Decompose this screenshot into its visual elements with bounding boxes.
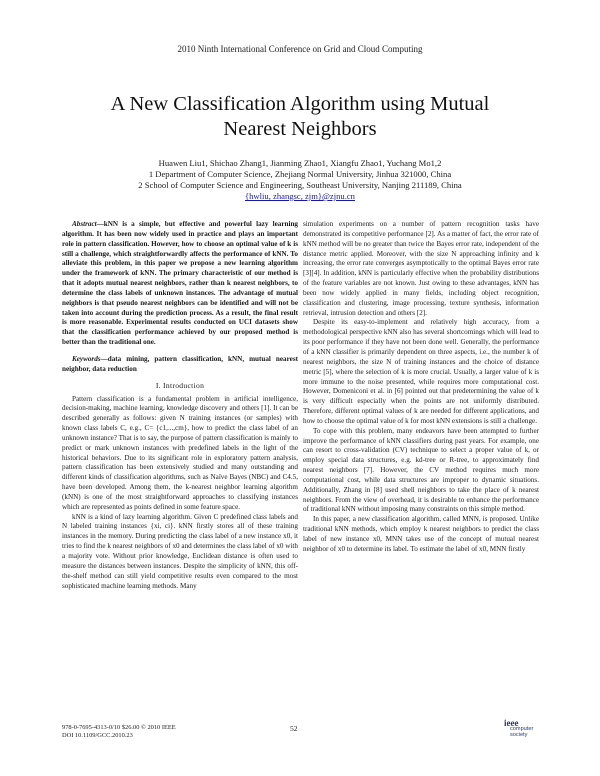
right-paragraph-3: To cope with this problem, many endeavors have been attempted to further improve the performance of kNN classifiers during past years. For example, one can resort to cross-validation (CV) technique to select a proper value of k, or employ special data structures, e.g. kd-tree or R-tree, to approximately find nearest neighbors [7]. However, the CV method requires much more computational cost, while data structures are improper to dynamic situations. Additionally, Zhang in [8] used shell neighbors to take the place of k nearest neighbors. From the view of overhead, it is desirable to enhance the performance of traditional kNN without imposing many constraints on this simple method. <box>303 426 539 514</box>
right-paragraph-4: In this paper, a new classification algorithm, called MNN, is proposed. Unlike traditional kNN methods, which employ k nearest neighbors to predict the class label of new instance x0, MNN takes use of the concept of mutual nearest neighbor of x0 to determine its label. To estimate the label of x0, MNN firstly <box>303 515 539 553</box>
logo-sub-society: society <box>510 732 528 738</box>
page-number: 52 <box>290 724 298 733</box>
right-paragraph-1: simulation experiments on a number of pattern recognition tasks have demonstrated its competitive performance [2]. As a matter of fact, the error rate of kNN method will be no greater than twice the Bayes error rate, independent of the distance metric applied. Moreover, with the size N approaching infinity and k increasing, the error rate converges asymptotically to the optimal Bayes error rate [3][4]. In addition, kNN is particularly effective when the probability distributions of the feature variables are not known. Just owing to these advantages, kNN has been now widely applied in many fields, including object recognition, classification and clustering, image processing, texture synthesis, information retrieval, intrusion detection and others [2]. <box>303 220 539 317</box>
conference-header: 2010 Ninth International Conference on Grid and Cloud Computing <box>177 44 423 54</box>
intro-paragraph-2: kNN is a kind of lazy learning algorithm. Given C predefined class labels and N labeled training instances {xi, ci}. kNN firstly stores all of these training instances in the memory. During predicting the class label of a new instance x0, it tries to find the k nearest neighbors of x0 and determines the class label of x0 with a majority vote. Without prior knowledge, Euclidean distance is often used to measure the distances between instances. Despite the simplicity of kNN, this off-the-shelf method can still yield competitive results even compared to the most sophisticated machine learning methods. Many <box>62 512 298 590</box>
right-paragraph-2: Despite its easy-to-implement and relatively high accuracy, from a methodological perspective kNN also has several shortcomings which will lead to its poor performance if they have not been done well. Generally, the performance of a kNN classifier is primarily dependent on three aspects, i.e., the number k of nearest neighbors, the size N of training instances and the choice of distance metric [5], where the selection of k is more crucial. Usually, a larger value of k is more immune to the noise presented, while requires more computational cost. However, Domeniconi et al. in [6] pointed out that predetermining the value of k is very difficult especially when the points are not uniformly distributed. Therefore, different optimal values of k are needed for different applications, and how to choose the optimal value of k for most kNN extensions is still a challenge. <box>303 318 539 425</box>
section-heading-introduction: I. Introduction <box>155 380 205 390</box>
intro-paragraph-1: Pattern classification is a fundamental problem in artificial intelligence, decision-making, machine learning, knowledge discovery and others [1]. It can be described generally as follows: given N training instances (or samples) with known class labels C, e.g., C= {c1,...,cm}, how to predict the class label of an unknown instance? That is to say, the purpose of pattern classification is mainly to predict or mark unknown instances with predefined labels in the light of the historical behaviors. Due to its significant role in exploratory pattern analysis, pattern classification has been extensively studied and many outstanding and different kinds of classification algorithms, such as Naïve Bayes (NBC) and C4.5, have been developed. Among them, the k-nearest neighbor learning algorithm (kNN) is one of the most straightforward approaches to classifying instances which are represented as points defined in some feature space. <box>62 394 298 511</box>
email-link[interactable]: {hwliu, zhangsc, zjm}@zjnu.cn <box>245 191 355 201</box>
abstract <box>62 220 298 348</box>
keywords-label: Keywords <box>72 354 101 363</box>
paper-title <box>60 92 540 142</box>
right-column <box>303 220 539 555</box>
copyright-footer <box>62 724 176 740</box>
isbn-line: 978-0-7695-4313-0/10 $26.00 © 2010 IEEE <box>62 724 176 731</box>
title-line-1: A New Classification Algorithm using Mutual <box>110 93 490 115</box>
affiliation-2: 2 School of Computer Science and Engineering, Southeast University, Nanjing 211189, China <box>138 180 462 190</box>
logo-sub-computer: computer <box>510 726 534 732</box>
author-list: Huawen Liu1, Shichao Zhang1, Jianming Zhao1, Xiangfu Zhao1, Yuchang Mo1,2 <box>158 158 442 168</box>
abstract-label: Abstract <box>72 220 97 228</box>
doi-line: DOI 10.1109/GCC.2010.23 <box>62 732 133 739</box>
logo-ieee-text: ieee <box>504 718 519 728</box>
left-column <box>62 220 298 591</box>
keywords-text: —data mining, pattern classification, kNN, mutual nearest neighbor, data reduction <box>62 354 298 373</box>
author-block <box>60 158 540 202</box>
affiliation-1: 1 Department of Computer Science, Zhejiang Normal University, Jinhua 321000, China <box>148 169 452 179</box>
title-line-2: Nearest Neighbors <box>223 118 377 140</box>
keywords <box>62 355 298 375</box>
abstract-text: —kNN is a simple, but effective and powerful lazy learning algorithm. It has been now widely used in practice and plays an important role in pattern classification. However, how to choose an optimal value of k is still a challenge, which straightforwardly affects the performance of kNN. To alleviate this problem, in this paper we propose a new learning algorithm under the framework of kNN. The primary characteristic of our method is that it adopts mutual nearest neighbors, rather than k nearest neighbors, to determine the class labels of unknown instances. The advantage of mutual neighbors is that pseudo nearest neighbors can be identified and will not be taken into account during the prediction process. As a result, the final result is more reasonable. Experimental results conducted on UCI datasets show that the classification performance achieved by our proposed method is better than the traditional one. <box>62 220 298 347</box>
ieee-computer-society-logo <box>504 718 544 742</box>
logo-society-text <box>510 726 533 738</box>
